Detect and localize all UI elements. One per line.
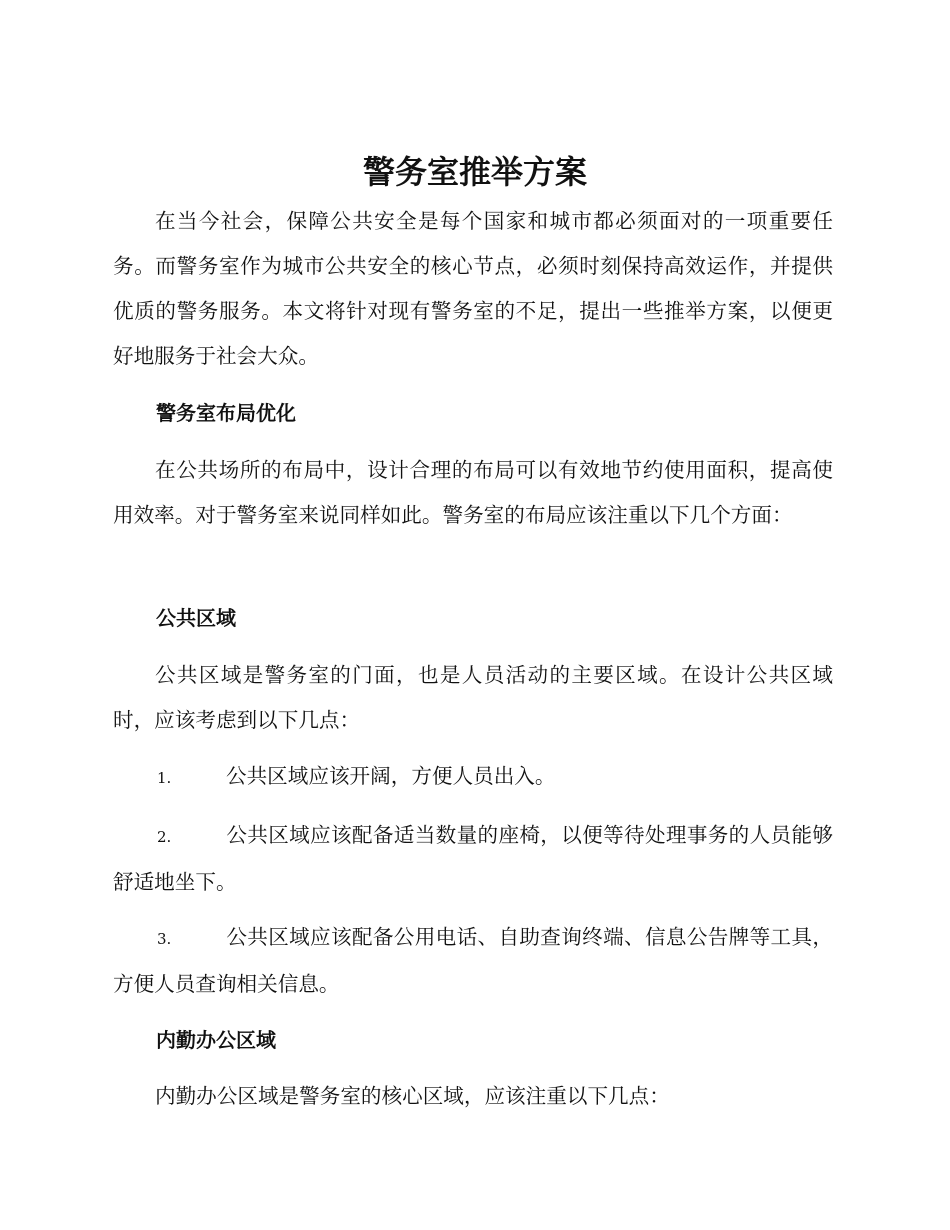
section-public-area-paragraph: 公共区域是警务室的门面，也是人员活动的主要区域。在设计公共区域时，应该考虑到以下几点： [113,663,833,732]
list-item-number: 1. [157,769,172,787]
section-layout-paragraph: 在公共场所的布局中，设计合理的布局可以有效地节约使用面积，提高使用效率。对于警务室来说同样如此。警务室的布局应该注重以下几个方面： [113,458,833,527]
section-heading-layout: 警务室布局优化 [156,401,296,425]
list-item-number: 3. [157,930,172,948]
list-item-text: 公共区域应该开阔，方便人员出入。 [226,764,556,788]
intro-paragraph: 在当今社会，保障公共安全是每个国家和城市都必须面对的一项重要任务。而警务室作为城市公共安全的核心节点，必须时刻保持高效运作，并提供优质的警务服务。本文将针对现有警务室的不足，提出一些推举方案，以便更好地服务于社会大众。 [113,209,833,368]
list-item-number: 2. [157,828,172,846]
list-item-text: 公共区域应该配备公用电话、自助查询终端、信息公告牌等工具，方便人员查询相关信息。 [113,925,833,996]
section-office-area-paragraph: 内勤办公区域是警务室的核心区域，应该注重以下几点： [155,1084,670,1108]
section-heading-office-area: 内勤办公区域 [156,1028,276,1052]
list-item [113,813,833,905]
list-item [113,754,833,801]
list-item [113,915,833,1007]
section-heading-public-area: 公共区域 [156,606,236,630]
document-title: 警务室推举方案 [362,153,587,191]
list-item-text: 公共区域应该配备适当数量的座椅，以便等待处理事务的人员能够舒适地坐下。 [113,823,833,894]
